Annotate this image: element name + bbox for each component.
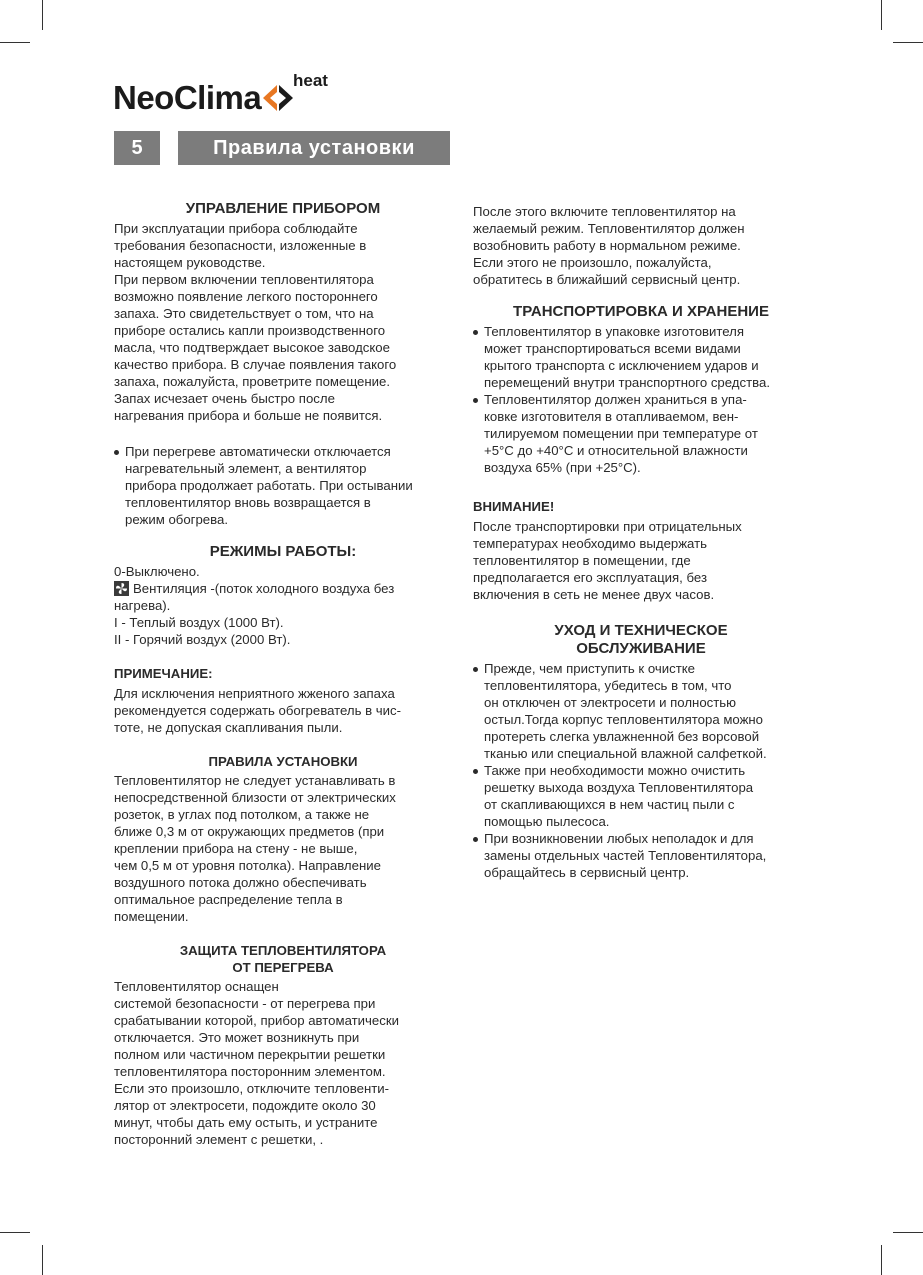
overheat-bullet: При перегреве автоматически отключается нагревательный элемент, а вентилятор прибора продолжает работать. При остывании тепловентилятор вновь возвращается в режим обогрева. [114, 443, 452, 528]
crop-mark [42, 1245, 43, 1275]
section-number: 5 [114, 131, 160, 165]
brand-subtitle: heat [293, 71, 328, 90]
heading-modes: РЕЖИМЫ РАБОТЫ: [209, 543, 357, 560]
crop-mark [42, 0, 43, 30]
fan-icon [114, 581, 129, 596]
heading-care: УХОД И ТЕХНИЧЕСКОЕ ОБСЛУЖИВАНИЕ [554, 622, 728, 657]
note-text: Для исключения неприятного жженого запаха рекомендуется содержать обогреватель в чис- тоте, не допуская скапливания пыли. [114, 686, 402, 735]
brand-arrows-icon [261, 83, 295, 113]
crop-mark [893, 1232, 923, 1233]
care-bullet-service: При возникновении любых неполадок и для замены отдельных частей Тепловентилятора, обращайтесь в сервисный центр. [473, 830, 809, 881]
left-column [114, 200, 452, 1148]
crop-mark [881, 0, 882, 30]
heading-install: ПРАВИЛА УСТАНОВКИ [208, 754, 358, 769]
heading-transport: ТРАНСПОРТИРОВКА И ХРАНЕНИЕ [513, 303, 769, 320]
crop-mark [881, 1245, 882, 1275]
storage-bullet: Тепловентилятор должен храниться в упа- ковке изготовителя в отапливаемом, вен- тилируемом помещении при температуре от +5°С до +40°С и относительной влажности воздуха 65% (при +25°С). [473, 391, 809, 476]
section-title: Правила установки [178, 131, 450, 165]
heading-protection: ЗАЩИТА ТЕПЛОВЕНТИЛЯТОРА ОТ ПЕРЕГРЕВА [179, 943, 387, 975]
heading-note: ПРИМЕЧАНИЕ: [114, 666, 213, 681]
attention-text: После транспортировки при отрицательных температурах необходимо выдержать тепловентилятор в помещении, где предполагается его эксплуатация, без включения в сеть не менее двух часов. [473, 519, 742, 602]
heading-attention: ВНИМАНИЕ! [473, 499, 555, 514]
care-bullet-cleaning: Прежде, чем приступить к очистке тепловентилятора, убедитесь в том, что он отключен от электросети и полностью остыл.Тогда корпус тепловентилятора можно протереть слегка увлажненной без ворсовой тканью или специальной влажной салфеткой. [473, 660, 809, 762]
care-bullet-grille: Также при необходимости можно очистить решетку выхода воздуха Тепловентилятора от скапливающихся в нем частиц пыли с помощью пылесоса. [473, 762, 809, 830]
crop-mark [0, 1232, 30, 1233]
protection-text: Тепловентилятор оснащен системой безопасности - от перегрева при срабатывании которой, прибор автоматически отключается. Это может возникнуть при полном или частичном перекрытии решетки тепловентилятора посторонним элементом. Если это произошло, отключите тепловенти- лятор от электросети, подождите около 30 минут, чтобы дать ему остыть, и устраните посторонний элемент с решетки, . [114, 979, 399, 1147]
right-column [473, 200, 809, 881]
crop-mark [0, 42, 30, 43]
control-text: При эксплуатации прибора соблюдайте требования безопасности, изложенные в настоящем руководстве. При первом включении тепловентилятора возможно появление легкого постороннего запаха. Это свидетельствует о том, что на приборе остались капли производственного масла, что подтверждает высокое заводское качество прибора. В случае появления такого запаха, пожалуйста, проветрите помещение. Запах исчезает очень быстро после нагревания прибора и больше не появится. [114, 221, 397, 423]
transport-bullet: Тепловентилятор в упаковке изготовителя может транспортироваться всеми видами крытого транспорта с исключением ударов и перемещений внутри транспортного средства. [473, 323, 809, 391]
heading-control: УПРАВЛЕНИЕ ПРИБОРОМ [185, 200, 381, 217]
brand-name: NeoClima [113, 79, 262, 116]
modes-list: 0-Выключено. Вентиляция -(поток холодного воздуха без нагрева). I - Теплый воздух (1000 Вт). II - Горячий воздух (2000 Вт). [114, 564, 395, 647]
continue-text: После этого включите тепловентилятор на желаемый режим. Тепловентилятор должен возобновить работу в нормальном режиме. Если этого не произошло, пожалуйста, обратитесь в ближайший сервисный центр. [473, 204, 745, 287]
install-text: Тепловентилятор не следует устанавливать в непосредственной близости от электрических розеток, в углах под потолком, а также не ближе 0,3 м от окружающих предметов (при креплении прибора на стену - не выше, чем 0,5 м от уровня потолка). Направление воздушного потока должно обеспечивать оптимальное распределение тепла в помещении. [114, 773, 396, 924]
crop-mark [893, 42, 923, 43]
